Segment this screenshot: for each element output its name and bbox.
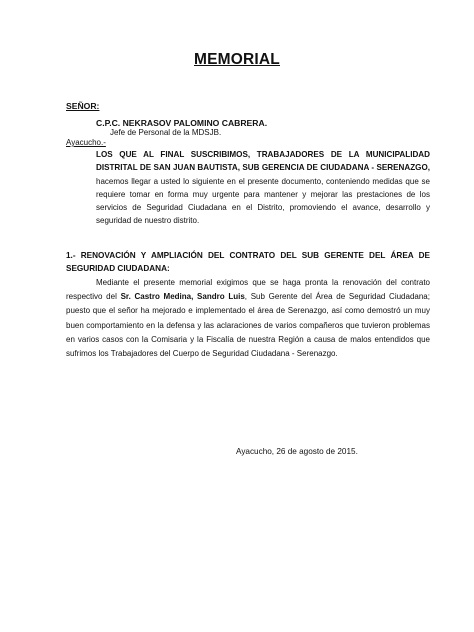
intro-paragraph: [96, 148, 430, 228]
intro-rest: hacemos llegar a usted lo siguiente en el presente documento, conteniendo medidas que se requiere tomar en forma muy urgente para mantener y mejorar las prestaciones de los servicios de Seguridad Ciudadana en el Distrito, promoviendo el avance, desarrollo y seguridad de nuestro distrito.: [96, 176, 430, 226]
document-title: MEMORIAL: [194, 51, 280, 68]
salutation: SEÑOR:: [66, 101, 100, 111]
date-line: Ayacucho, 26 de agosto de 2015.: [236, 447, 358, 456]
section1-part1: Mediante el presente memorial exigimos que se haga pronta la renovación del contrato respectivo del: [66, 278, 430, 302]
addressee-role: Jefe de Personal de la MDSJB.: [110, 128, 222, 137]
intro-lead: LOS QUE AL FINAL SUSCRIBIMOS, TRABAJADORES DE LA MUNICIPALIDAD DISTRITAL DE SAN JUAN BAUTISTA, SUB GERENCIA DE CIUDADANA - SERENAZGO,: [96, 150, 430, 173]
section1-body: [66, 276, 430, 361]
addressee-city: Ayacucho.-: [66, 138, 106, 147]
addressee-name: C.P.C. NEKRASOV PALOMINO CABRERA.: [96, 118, 268, 128]
section1-part2: , Sub Gerente del Área de Seguridad Ciudadana; puesto que el señor ha mejorado e implementado el área de Serenazgo, así como demostró un muy buen comportamiento en la defensa y las aclaraciones de varios compañeros que tuvieron problemas en varios casos con la Comisaria y la Fiscalía de nuestra Región a causa de malos entendidos que sufrimos los Trabajadores del Cuerpo de Seguridad Ciudadana - Serenazgo.: [66, 292, 430, 359]
section1-title: 1.- RENOVACIÓN Y AMPLIACIÓN DEL CONTRATO DEL SUB GERENTE DEL ÁREA DE SEGURIDAD CIUDADANA:: [66, 251, 430, 274]
section1-name: Sr. Castro Medina, Sandro Luis: [120, 292, 245, 302]
